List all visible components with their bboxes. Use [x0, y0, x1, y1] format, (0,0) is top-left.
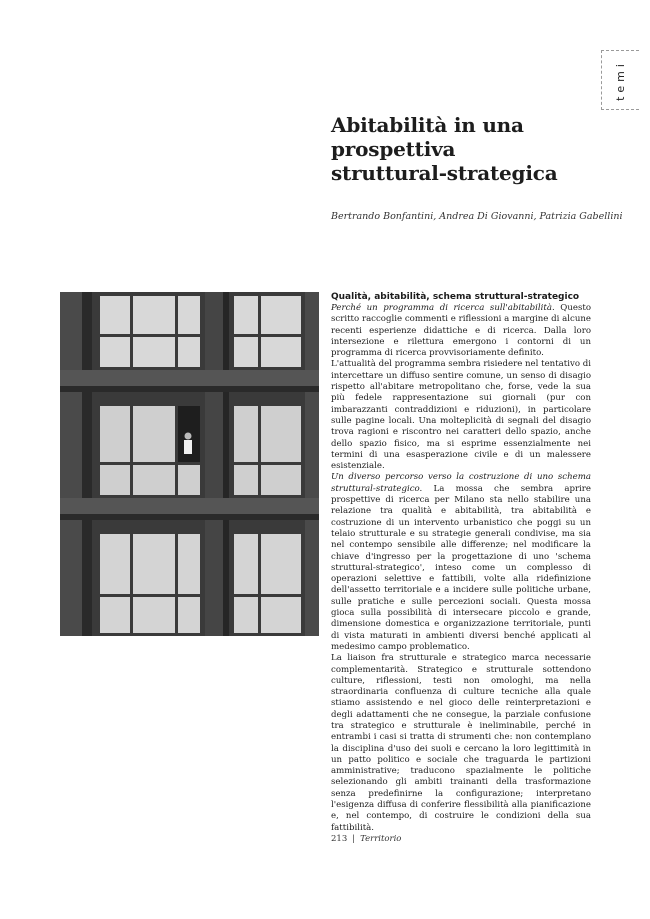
article-body	[331, 291, 591, 834]
journal-name: Territorio	[360, 834, 402, 844]
paragraph-text: La liaison fra strutturale e strategico marca necessarie complementarità. Strategico e strutturale sottendono culture, riflessioni, testi non omologhi, ma nella straordinaria confluenza di culture tecniche alla quale stiamo assistendo e nel gioco delle reinterpretazioni e degli adattamenti che ne consegue, la parziale confusione tra strategico e strutturale è ineliminabile, perché in entrambi i casi si tratta di strumenti che: non contemplano la disciplina d'uso dei suoli e cercano la loro legittimità in un patto politico e sociale che traguarda le partizioni amministrative; traducono spazialmente le politiche selezionando gli ambiti trainanti della trasformazione senza predefinirne la configurazione; interpretano l'esigenza diffusa di conferire flessibilità alla pianificazione e, nel contempo, di costruire le condizioni della sua fattibilità.	[331, 653, 591, 833]
paragraph	[331, 653, 591, 834]
page-number: 213	[331, 834, 348, 844]
section-heading: Qualità, abitabilità, schema struttural-strategico	[331, 292, 580, 302]
building-facade-photo	[60, 292, 319, 636]
title-line: Abitabilità in una	[331, 113, 524, 137]
paragraph-text: L'attualità del programma sembra risiedere nel tentativo di intercettare un diffuso sentire comune, un senso di disagio rispetto all'abitare metropolitano che, forse, vede la sua più fedele rappresentazione sui giornali (pur con imbarazzanti contraddizioni e riduzioni), in particolare sulle pagine locali. Una molteplicità di segnali del disagio trova ragioni e riscontro nei caratteri dello spazio, anche dello spazio fisico, ma si esprime essenzialmente nei termini di una esasperazione civile e di un malessere esistenziale.	[331, 359, 591, 472]
paragraph	[331, 472, 591, 653]
facade-illustration	[60, 292, 319, 636]
article-title	[331, 113, 591, 185]
article-authors: Bertrando Bonfantini, Andrea Di Giovanni, Patrizia Gabellini	[331, 211, 623, 222]
paragraph-text: Questo scritto raccoglie commenti e riflessioni a margine di alcune recenti esperienze didattiche e di ricerca. Dalla loro intersezione e rilettura emergono i contorni di un programma di ricerca provvisoriamente definito.	[331, 303, 591, 359]
title-line: prospettiva	[331, 137, 456, 161]
title-line: struttural-strategica	[331, 161, 558, 185]
paragraph-lead: Un diverso percorso verso la costruzione di uno schema struttural-strategico.	[331, 472, 591, 494]
paragraph	[331, 303, 591, 359]
paragraph	[331, 359, 591, 472]
page-footer	[331, 834, 401, 844]
section-tab-label: temi	[614, 59, 628, 101]
paragraph-lead: Perché un programma di ricerca sull'abitabilità.	[331, 303, 555, 313]
paragraph-text: La mossa che sembra aprire prospettive di ricerca per Milano sta nello stabilire una relazione tra qualità e abitabilità, tra abitabilità e costruzione di un intervento urbanistico che poggi su un telaio strutturale e su strategie generali condivise, ma sia nel contempo sensibile alle differenze; nel modificare la chiave d'ingresso per la progettazione di uno 'schema struttural-strategico', inteso come un complesso di operazioni selettive e fattibili, volte alla ridefinizione dell'assetto territoriale e a incidere sulle politiche urbane, sulle pratiche e sulle percezioni sociali. Questa mossa gioca sulla possibilità di intersecare piccolo e grande, dimensione domestica e organizzazione territoriale, punti di vista maturati in ambienti diversi benché applicati al medesimo campo problematico.	[331, 483, 591, 652]
section-tab	[601, 50, 639, 110]
footer-separator: |	[352, 834, 356, 844]
